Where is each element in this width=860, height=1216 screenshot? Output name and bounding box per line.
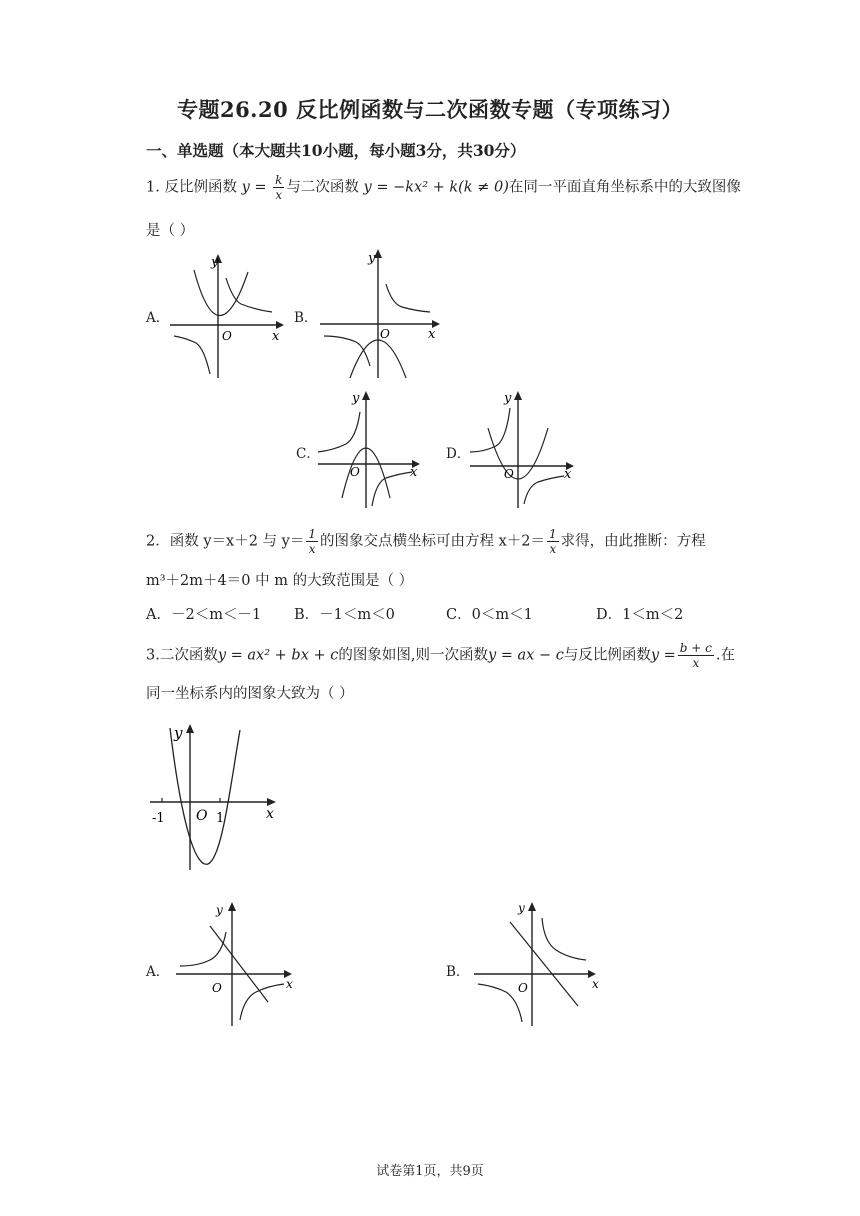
q2-fraction-2	[547, 528, 559, 555]
hyperbola-branch-1	[386, 284, 430, 312]
q2-text-b: 的图象交点横坐标可由方程 x＋2＝	[320, 533, 546, 550]
q3-eq3-denominator: x	[692, 656, 700, 670]
origin-label: O	[380, 327, 390, 341]
x-axis-label: x	[286, 977, 293, 991]
q2-number: 2．	[146, 533, 170, 550]
tick-label-one: 1	[216, 811, 225, 826]
y-axis-label: y	[211, 255, 219, 270]
q1-option-a-label: A．	[146, 310, 170, 326]
parabola	[170, 728, 240, 864]
q2-choice-d: D．1＜m＜2	[596, 607, 684, 623]
q2-text-a: 函数 y＝x＋2 与 y＝	[169, 533, 305, 550]
q3-text-c: 与反比例函数	[563, 647, 651, 664]
section-heading: 一、单选题（本大题共10小题，每小题3分，共30分）	[146, 141, 526, 160]
q1-line2: 是（ ）	[146, 223, 195, 239]
q3-eq3-fraction	[678, 642, 714, 669]
q2-fraction-2-denominator: x	[549, 542, 557, 556]
q3-line2: 同一坐标系内的图象大致为（ ）	[146, 686, 354, 702]
hyperbola-branch-1	[318, 412, 360, 452]
q1-line1	[146, 174, 741, 201]
q3-text-b: 的图象如图,则一次函数	[338, 647, 488, 664]
q1-graph-c	[314, 386, 428, 512]
hyperbola-branch-1	[226, 278, 272, 312]
q1-eq2: y = −kx² + k(k ≠ 0)	[363, 179, 509, 196]
q1-option-b-label: B．	[294, 310, 318, 326]
q3-eq3-lhs: y =	[650, 647, 676, 664]
q2-line2: m³＋2m＋4＝0 中 m 的大致范围是（ ）	[146, 573, 414, 589]
x-axis-arrow-icon	[267, 798, 276, 806]
x-axis-label: x	[272, 329, 280, 344]
origin-label: O	[196, 808, 208, 824]
y-axis-arrow-icon	[362, 391, 370, 400]
hyperbola-branch-2	[372, 472, 412, 506]
q2-text-c: 求得，由此推断：方程	[560, 533, 706, 550]
q1-text-b: 与二次函数	[286, 179, 359, 196]
origin-label: O	[504, 467, 514, 481]
x-axis-label: x	[564, 467, 572, 482]
origin-label: O	[518, 981, 528, 995]
hyperbola-branch-2	[240, 984, 284, 1020]
hyperbola-branch-2	[478, 984, 522, 1022]
x-axis-label: x	[266, 806, 274, 822]
x-axis-label: x	[592, 977, 599, 991]
y-axis-arrow-icon	[228, 902, 236, 911]
q3-eq3-numerator: b + c	[679, 641, 712, 655]
q2-fraction-1-denominator: x	[308, 542, 316, 556]
x-axis-label: x	[428, 327, 436, 342]
hyperbola-branch-1	[542, 918, 586, 960]
q3-text-a: 二次函数	[159, 647, 218, 664]
origin-label: O	[350, 465, 360, 479]
page-footer: 试卷第1页，共9页	[376, 1164, 484, 1179]
origin-label: O	[222, 329, 232, 343]
x-axis-arrow-icon	[276, 321, 284, 329]
parabola	[194, 270, 248, 316]
origin-label: O	[212, 981, 222, 995]
q3-option-b-label: B．	[446, 964, 470, 980]
y-axis-label: y	[518, 901, 525, 915]
q2-choice-a: A．－2＜m＜－1	[146, 607, 262, 623]
y-axis-label: y	[504, 391, 512, 406]
q2-fraction-2-numerator: 1	[549, 527, 557, 541]
hyperbola-branch-1	[470, 408, 510, 452]
y-axis-arrow-icon	[186, 724, 194, 733]
y-axis-label: y	[174, 724, 183, 742]
q3-option-a-label: A．	[146, 964, 170, 980]
q3-line1	[146, 642, 735, 669]
x-axis-label: x	[410, 465, 418, 480]
y-axis-label: y	[216, 903, 223, 917]
y-axis-label: y	[352, 391, 360, 406]
q3-eq2: y = ax − c	[487, 647, 564, 664]
hyperbola-branch-2	[174, 336, 210, 374]
q1-option-d-label: D．	[446, 446, 471, 462]
q1-eq1-numerator: k	[275, 173, 283, 187]
q1-text-c: 在同一平面直角坐标系中的大致图像	[508, 179, 741, 196]
q1-graph-a	[166, 250, 290, 384]
q2-choice-b: B．－1＜m＜0	[294, 607, 395, 623]
y-axis-label: y	[368, 251, 376, 266]
q3-eq1: y = ax² + bx + c	[217, 647, 339, 664]
q1-graph-d	[466, 386, 582, 512]
page-title: 专题26.20 反比例函数与二次函数专题（专项练习）	[176, 97, 684, 122]
q1-text-a: 反比例函数	[164, 179, 237, 196]
q1-number: 1.	[146, 179, 160, 196]
q2-fraction-1	[306, 528, 318, 555]
tick-label-minus-one: -1	[152, 811, 165, 826]
y-axis-arrow-icon	[514, 391, 522, 400]
q2-choice-c: C．0＜m＜1	[446, 607, 533, 623]
q3-text-d: .在	[715, 647, 735, 664]
q1-eq1-fraction	[273, 174, 284, 201]
q1-option-c-label: C．	[296, 446, 320, 462]
y-axis-arrow-icon	[528, 902, 536, 911]
q2-fraction-1-numerator: 1	[308, 527, 316, 541]
q1-graph-b	[316, 244, 446, 382]
q3-number: 3.	[146, 647, 160, 664]
q1-eq1-lhs: y =	[241, 179, 267, 196]
q3-graph-a	[172, 896, 300, 1030]
q2-line1	[146, 528, 706, 555]
q3-graph-b	[470, 896, 604, 1030]
q1-eq1-denominator: x	[275, 188, 283, 202]
q3-parabola-graph	[146, 718, 286, 874]
hyperbola-branch-2	[524, 476, 564, 504]
